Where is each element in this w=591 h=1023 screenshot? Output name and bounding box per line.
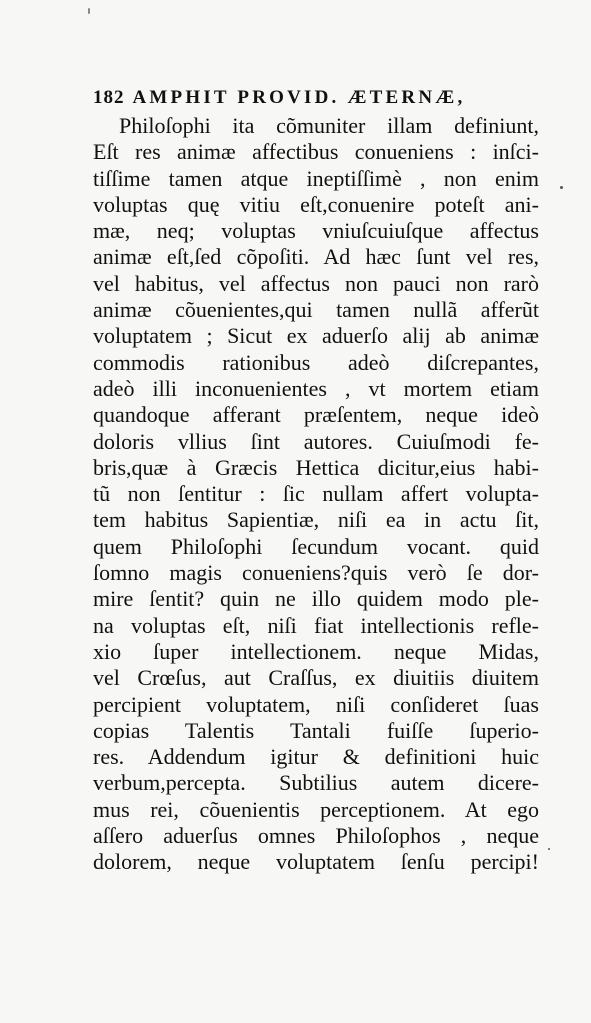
text-line: copias Talentis Tantali fuiſſe ſuperio- bbox=[93, 717, 539, 743]
text-line: verbum,percepta. Subtilius autem dicere- bbox=[93, 770, 539, 796]
paper-speck bbox=[548, 848, 550, 850]
text-line: commodis rationibus adeò diſcrepantes, bbox=[93, 349, 539, 375]
text-line: aſſero aduerſus omnes Philoſophos , neque bbox=[93, 823, 539, 849]
text-line: ſomno magis conueniens?quis verò ſe dor- bbox=[93, 560, 539, 586]
text-line: mire ſentit? quin ne illo quidem modo ple- bbox=[93, 586, 539, 612]
paper-speck bbox=[560, 186, 563, 189]
text-line: animæ cõuenientes,qui tamen nullã afferũt bbox=[93, 297, 539, 323]
running-head bbox=[93, 86, 533, 110]
text-line: tũ non ſentitur : ſic nullam affert volupta- bbox=[93, 481, 539, 507]
text-line: bris,quæ à Græcis Hettica dicitur,eius habi- bbox=[93, 454, 539, 480]
text-line: vel Crœſus, aut Craſſus, ex diuitiis diuitem bbox=[93, 665, 539, 691]
text-line: doloris vllius ſint autores. Cuiuſmodi fe- bbox=[93, 428, 539, 454]
text-line: percipient voluptatem, niſi conſideret ſuas bbox=[93, 691, 539, 717]
text-line: xio ſuper intellectionem. neque Midas, bbox=[93, 638, 539, 664]
text-line: vel habitus, vel affectus non pauci non rarò bbox=[93, 270, 539, 296]
text-line: quandoque afferant præſentem, neque ideò bbox=[93, 402, 539, 428]
running-title: AMPHIT PROVID. ÆTERNÆ, bbox=[132, 87, 466, 108]
text-line: Philoſophi ita cõmuniter illam definiunt, bbox=[119, 113, 539, 138]
text-line: tem habitus Sapientiæ, niſi ea in actu ſit, bbox=[93, 507, 539, 533]
text-line: tiſſime tamen atque ineptiſſimè , non enim bbox=[93, 165, 539, 191]
page-number: 182 bbox=[93, 87, 125, 108]
text-line: voluptatem ; Sicut ex aduerſo alij ab animæ bbox=[93, 323, 539, 349]
body-text bbox=[93, 113, 539, 876]
paper-speck bbox=[88, 8, 90, 14]
text-line: Eſt res animæ affectibus conueniens : inſci- bbox=[93, 139, 539, 165]
text-line: mæ, neq; voluptas vniuſcuiuſque affectus bbox=[93, 218, 539, 244]
text-line: na voluptas eſt, niſi fiat intellectionis refle- bbox=[93, 612, 539, 638]
text-line: adeò illi inconuenientes , vt mortem etiam bbox=[93, 375, 539, 401]
text-line: animæ eſt,ſed cõpoſiti. Ad hæc ſunt vel res, bbox=[93, 244, 539, 270]
text-line: dolorem, neque voluptatem ſenſu percipi! bbox=[93, 849, 539, 875]
text-line: quem Philoſophi ſecundum vocant. quid bbox=[93, 533, 539, 559]
text-line: voluptas quę vitiu eſt,conuenire poteſt ani- bbox=[93, 191, 539, 217]
text-line: res. Addendum igitur & definitioni huic bbox=[93, 744, 539, 770]
text-line: mus rei, cõuenientis perceptionem. At ego bbox=[93, 796, 539, 822]
